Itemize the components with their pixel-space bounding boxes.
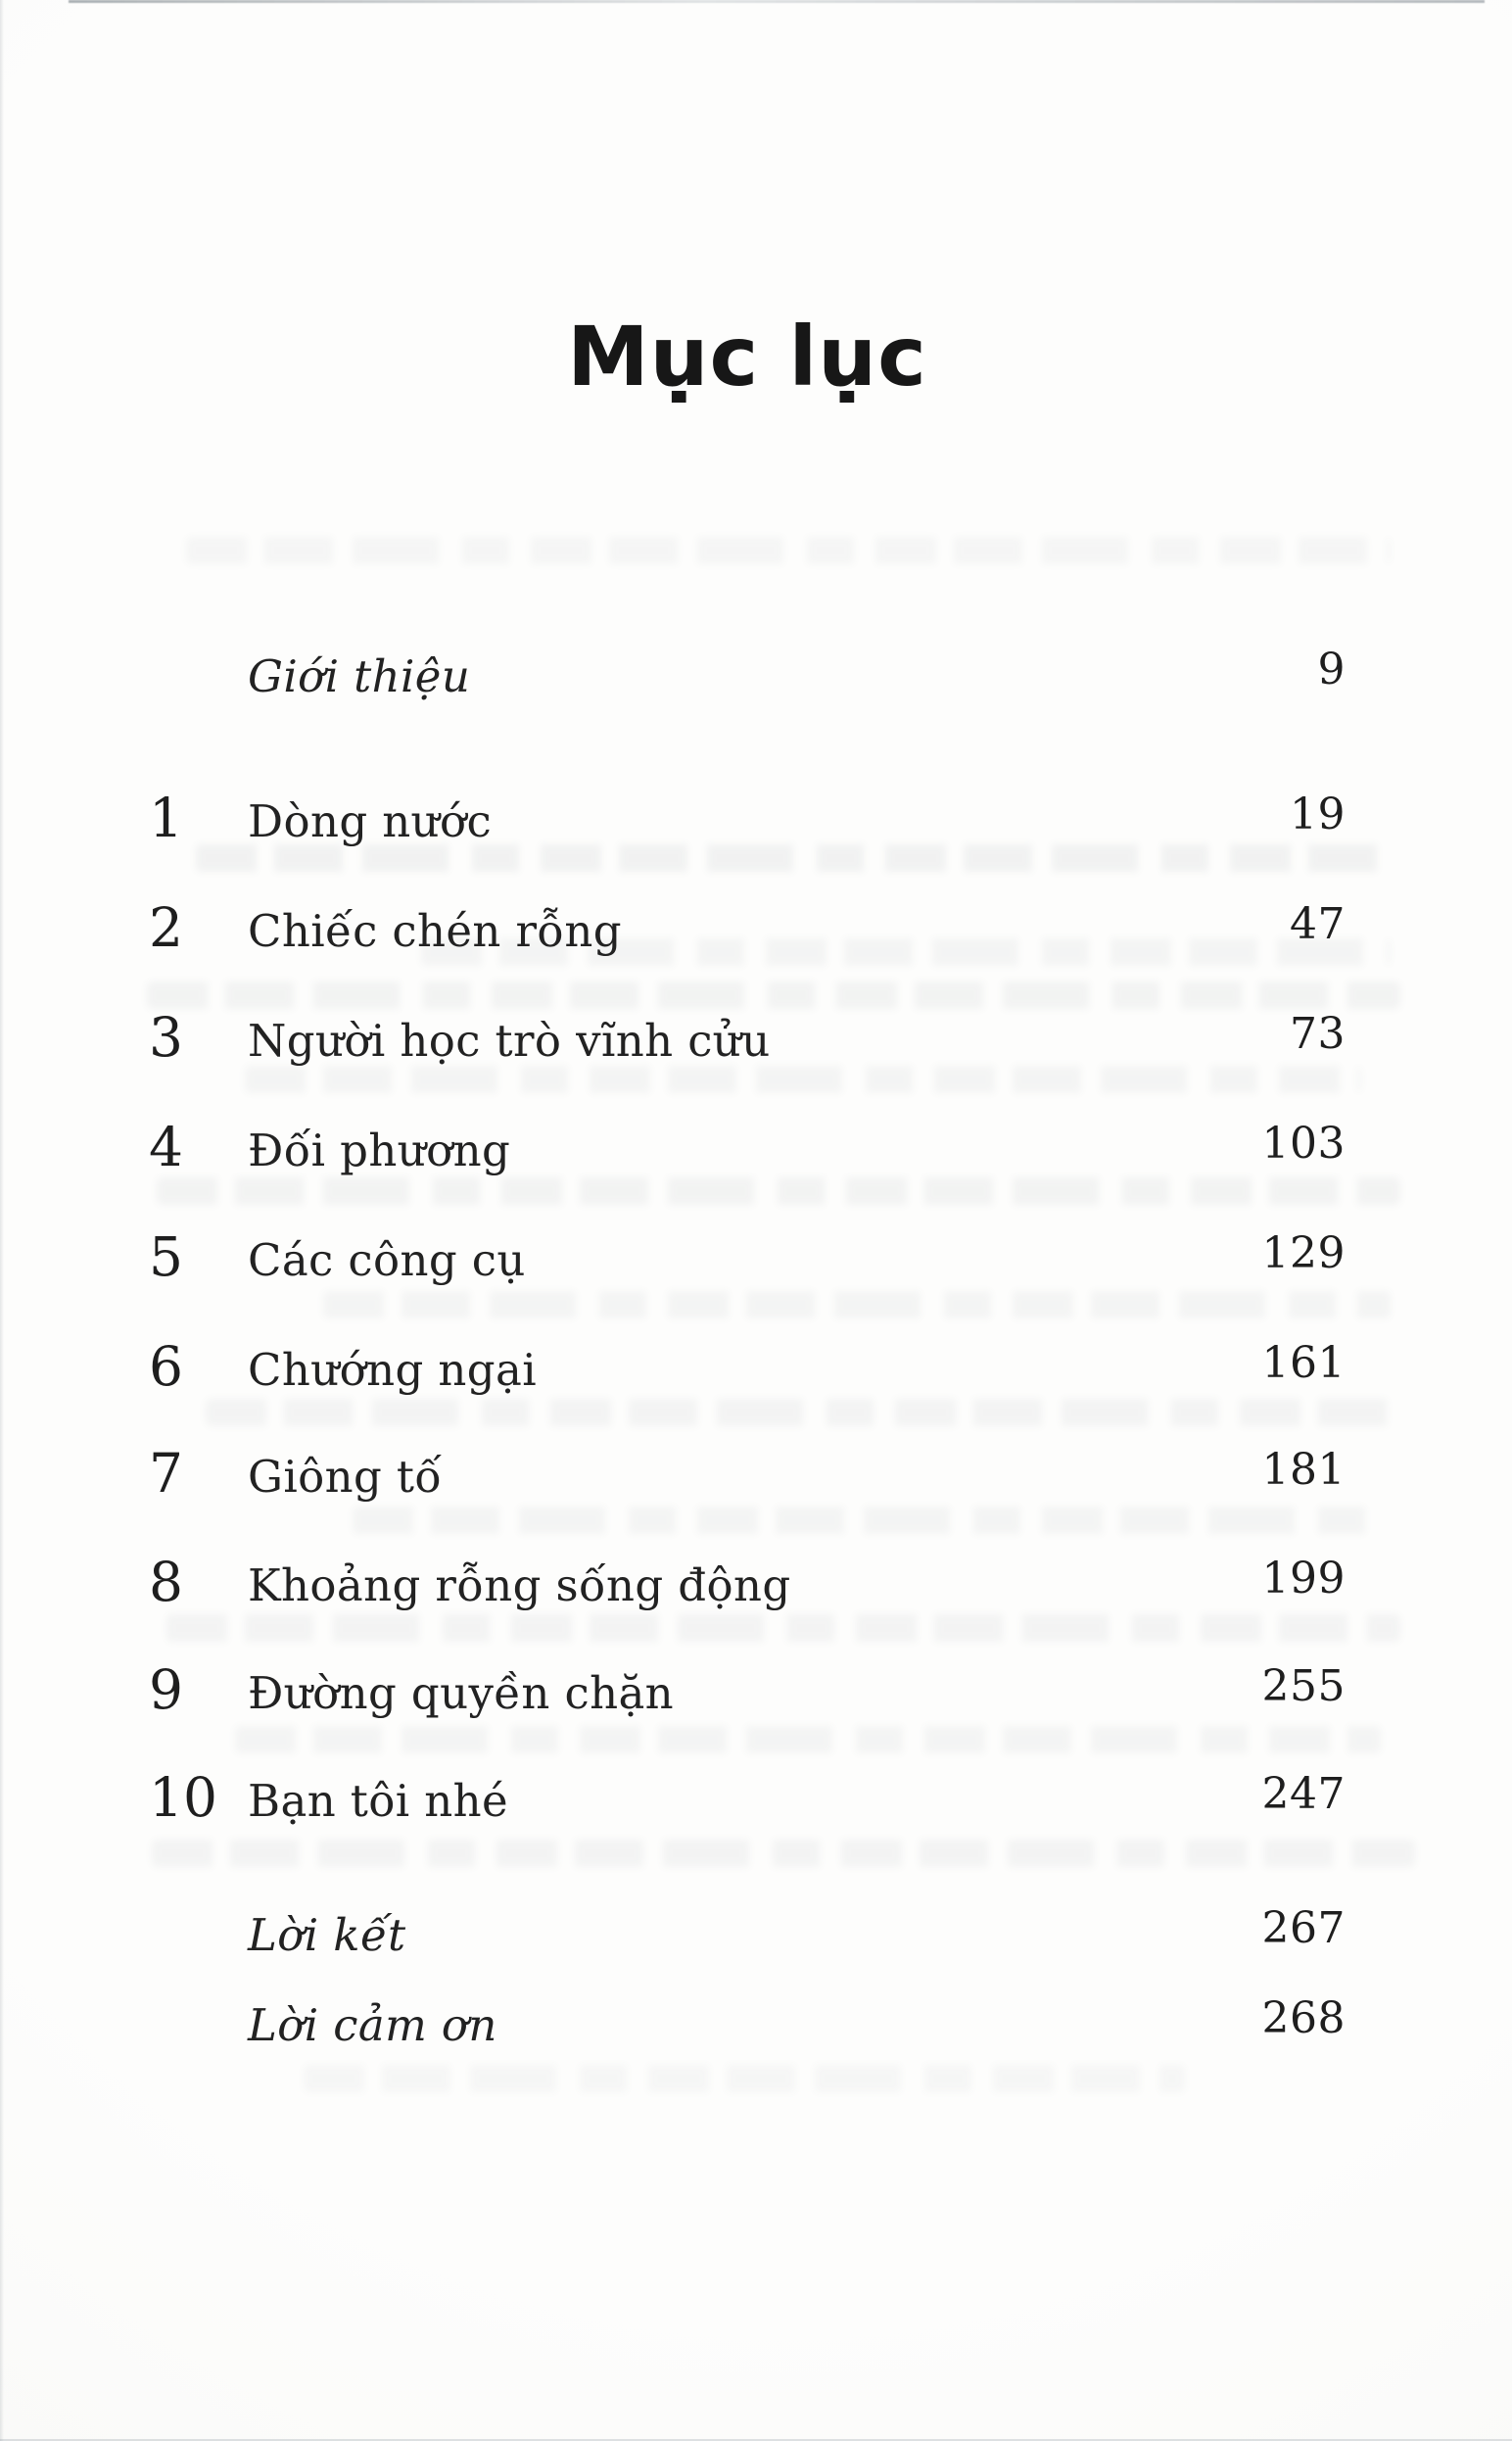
- chapter-title: Đối phương: [248, 1125, 511, 1176]
- page-number: 255: [1261, 1661, 1346, 1711]
- chapter-number: 1: [149, 787, 183, 849]
- chapter-title: Dòng nước: [248, 795, 493, 847]
- page-number: 19: [1290, 790, 1346, 839]
- page-number: 247: [1261, 1769, 1346, 1819]
- section-title: Lời kết: [248, 1909, 406, 1961]
- page-number: 129: [1261, 1228, 1346, 1278]
- bleedthrough-artifact: [196, 844, 1391, 872]
- toc-row-chapter-8: [149, 1551, 1346, 1613]
- chapter-title: Khoảng rỗng sống động: [248, 1559, 791, 1611]
- toc-row-chapter-9: [149, 1658, 1346, 1721]
- bleedthrough-artifact: [304, 2065, 1185, 2092]
- chapter-title: Giông tố: [248, 1451, 443, 1503]
- chapter-title: Người học trò vĩnh cửu: [248, 1015, 771, 1067]
- page-number: 161: [1261, 1338, 1346, 1388]
- chapter-number: 8: [149, 1551, 183, 1613]
- bleedthrough-artifact: [186, 537, 1391, 564]
- bleedthrough-artifact: [353, 1507, 1371, 1534]
- chapter-number: 5: [149, 1225, 183, 1288]
- toc-row-chapter-7: [149, 1442, 1346, 1505]
- chapter-title: Chiếc chén rỗng: [248, 905, 622, 957]
- bleedthrough-artifact: [152, 1840, 1415, 1867]
- chapter-number: 7: [149, 1442, 183, 1505]
- page-number: 103: [1261, 1119, 1346, 1169]
- page-number: 181: [1261, 1445, 1346, 1495]
- toc-row-gioi-thieu: [149, 645, 1346, 702]
- toc-row-chapter-5: [149, 1225, 1346, 1288]
- section-title: Lời cảm ơn: [248, 1999, 497, 2051]
- bleedthrough-artifact: [245, 1066, 1361, 1093]
- chapter-title: Đường quyền chặn: [248, 1667, 675, 1719]
- chapter-number: 9: [149, 1658, 183, 1721]
- toc-row-loi-ket: [149, 1903, 1346, 1961]
- chapter-title: Bạn tôi nhé: [248, 1775, 509, 1827]
- bleedthrough-artifact: [166, 1614, 1400, 1642]
- toc-row-chapter-1: [149, 787, 1346, 849]
- page-number: 9: [1317, 645, 1346, 694]
- chapter-number: 4: [149, 1116, 183, 1178]
- bleedthrough-artifact: [157, 1177, 1400, 1205]
- page-number: 199: [1261, 1554, 1346, 1603]
- bleedthrough-artifact: [235, 1726, 1381, 1753]
- chapter-number: 3: [149, 1006, 183, 1069]
- bleedthrough-artifact: [323, 1291, 1391, 1318]
- toc-row-chapter-10: [149, 1766, 1346, 1829]
- toc-row-chapter-3: [149, 1006, 1346, 1069]
- chapter-title: Chướng ngại: [248, 1344, 537, 1396]
- bleedthrough-artifact: [206, 1399, 1391, 1426]
- chapter-title: Các công cụ: [248, 1234, 526, 1286]
- toc-row-loi-cam-on: [149, 1993, 1346, 2051]
- toc-row-chapter-2: [149, 896, 1346, 959]
- page-number: 267: [1261, 1903, 1346, 1953]
- page-number: 73: [1290, 1009, 1346, 1059]
- chapter-number: 2: [149, 896, 183, 959]
- toc-row-chapter-4: [149, 1116, 1346, 1178]
- scan-edge-top: [69, 0, 1485, 3]
- page-number: 268: [1261, 1993, 1346, 2043]
- page-number: 47: [1290, 899, 1346, 949]
- chapter-number: 6: [149, 1335, 183, 1398]
- chapter-number: 10: [149, 1766, 217, 1829]
- bleedthrough-artifact: [147, 981, 1400, 1009]
- toc-row-chapter-6: [149, 1335, 1346, 1398]
- section-title: Giới thiệu: [248, 650, 471, 702]
- page-title: Mục lục: [567, 309, 927, 405]
